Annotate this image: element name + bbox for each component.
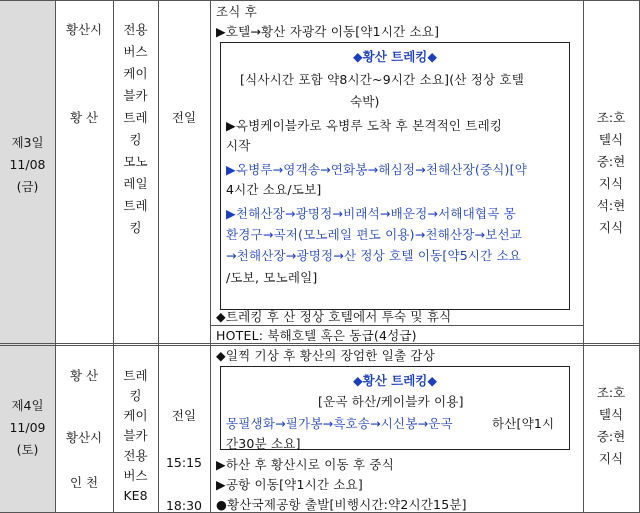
region-text: 황 산 (69, 110, 99, 125)
date-text: 11/09 (9, 420, 46, 435)
grid-line (158, 0, 159, 513)
region-text: 황산시 (65, 22, 103, 37)
stack-text: 중:현 (596, 429, 626, 444)
weekday-text: (금) (16, 179, 39, 194)
stack-text: 지식 (598, 220, 624, 235)
grid-line (210, 0, 211, 513)
weekday-text: (토) (16, 442, 39, 457)
schedule-line: ▶호텔→황산 자광각 이동[약1시간 소요] (216, 24, 440, 39)
stack-text: 트레 (123, 110, 148, 125)
time-text: 15:15 (165, 455, 203, 470)
trekking-title: ◆황산 트레킹◆ (353, 49, 437, 64)
stack-text: KE8 (123, 488, 148, 503)
stack-text: 조:호 (596, 110, 626, 125)
stack-text: 석:현 (596, 198, 626, 213)
schedule-line: ▶옥병케이블카로 옥병루 도착 후 본격적인 트레킹 (226, 118, 503, 133)
stack-text: 버스 (123, 468, 148, 483)
region-text: 황산시 (65, 430, 103, 445)
time-text: 전일 (171, 408, 197, 423)
stack-text: 텔식 (598, 132, 624, 147)
stack-text: 레일 (123, 176, 148, 191)
region-text: 황 산 (69, 368, 99, 383)
stack-text: 킹 (129, 132, 142, 147)
stack-text: 버스 (123, 44, 148, 59)
stack-text: 전용 (123, 22, 148, 37)
schedule-line: 숙박) (350, 94, 380, 109)
route-line: 환경구→곡저(모노레일 편도 이용)→천해산장→보선교 (226, 227, 523, 242)
schedule-line: 시작 (226, 138, 251, 153)
stack-text: 중:현 (596, 154, 626, 169)
schedule-line: ◆트레킹 후 산 정상 호텔에서 투숙 및 휴식 (216, 309, 452, 324)
day-number: 제4일 (11, 398, 44, 413)
route-line: 몽필생화→필가봉→흑호송→시신봉→운곡 (226, 416, 453, 431)
stack-text: 조:호 (596, 385, 626, 400)
stack-text: 지식 (598, 176, 624, 191)
route-line: ▶천해산장→광명정→비래석→배운정→서해대협곡 몽 (226, 206, 516, 221)
day3-label-cell (0, 0, 55, 346)
day-number: 제3일 (11, 135, 44, 150)
stack-text: 블카 (123, 428, 148, 443)
hotel-line: HOTEL: 북해호텔 혹은 동급(4성급) (216, 328, 417, 343)
schedule-line: ◆일찍 기상 후 황산의 장엄한 일출 감상 (216, 348, 435, 363)
stack-text: 케이 (123, 408, 148, 423)
schedule-line: /도보, 모노레일] (226, 270, 318, 285)
schedule-line: 간30분 소요] (226, 436, 301, 451)
date-text: 11/08 (9, 157, 46, 172)
stack-text: 지식 (598, 451, 624, 466)
stack-text: 전용 (123, 448, 148, 463)
schedule-line: 4시간 소요/도보] (226, 182, 322, 197)
schedule-line: [운곡 하산/케이블카 이용] (318, 394, 464, 409)
schedule-line: ▶하산 후 황산시로 이동 후 중식 (216, 457, 394, 472)
schedule-line: 조식 후 (216, 4, 257, 19)
route-line: →천해산장→광명정→산 정상 호텔 이동[약5시간 소요 (226, 248, 522, 263)
time-text: 전일 (171, 110, 197, 125)
region-text: 인 천 (69, 475, 99, 490)
trekking-title: ◆황산 트레킹◆ (353, 373, 437, 388)
stack-text: 모노 (123, 154, 148, 169)
stack-text: 케이 (123, 66, 148, 81)
schedule-line: 하산[약1시 (492, 416, 555, 431)
grid-line (0, 0, 640, 1)
time-text: 18:30 (165, 498, 203, 513)
route-line: ▶옥병루→영객송→연화봉→해심정→천해산장(중식)[약 (226, 162, 527, 177)
schedule-line: ▶공항 이동[약1시간 소요] (216, 477, 363, 492)
stack-text: 텔식 (598, 407, 624, 422)
stack-text: 트레 (123, 368, 148, 383)
stack-text: 킹 (129, 388, 142, 403)
stack-text: 블카 (123, 88, 148, 103)
stack-text: 트레 (123, 198, 148, 213)
schedule-line: ●황산국제공항 출발[비행시간:약2시간15분] (216, 497, 467, 512)
schedule-line: [식사시간 포함 약8시간~9시간 소요](산 정상 호텔 (240, 72, 525, 87)
stack-text: 킹 (129, 220, 142, 235)
